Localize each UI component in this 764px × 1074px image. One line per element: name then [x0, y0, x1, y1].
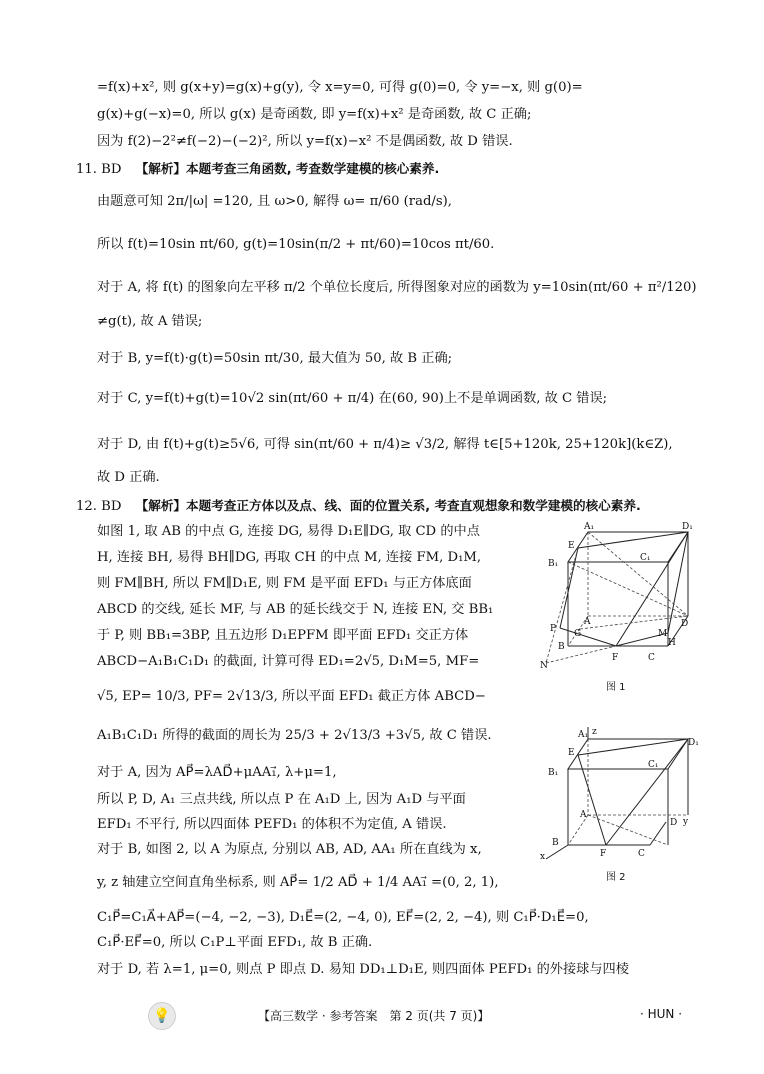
vertex-label: F — [600, 849, 607, 859]
vertex-label: D₁ — [688, 738, 699, 748]
text-line: C₁P⃗=C₁A⃗+AP⃗=(−4, −2, −3), D₁E⃗=(2, −4, 0), EF⃗=(2, 2, −4), 则 C₁P⃗·D₁E⃗=0, — [97, 910, 589, 925]
text-line: y, z 轴建立空间直角坐标系, 则 AP⃗= 1/2 AD⃗ + 1/4 AA₁⃗ =(0, 2, 1), — [97, 875, 499, 890]
vertex-label: E — [568, 541, 575, 551]
text-line: 因为 f(2)−2²≠f(−2)−(−2)², 所以 y=f(x)−x² 不是偶函数, 故 D 错误. — [97, 134, 513, 149]
figure-1-caption: 图 1 — [606, 682, 626, 693]
vertex-label: B₁ — [548, 768, 559, 778]
text-line: 故 D 正确. — [97, 470, 160, 485]
vertex-label: B₁ — [548, 559, 559, 569]
vertex-label: A — [580, 810, 587, 820]
vertex-label: F — [612, 653, 619, 663]
text-line: ≠g(t), 故 A 错误; — [97, 314, 203, 329]
text-line: 对于 A, 将 f(t) 的图象向左平移 π/2 个单位长度后, 所得图象对应的函数为 y=10sin(πt/60 + π²/120) — [97, 280, 697, 295]
vertex-label: M — [658, 629, 668, 639]
text-line: =f(x)+x², 则 g(x+y)=g(x)+g(y), 令 x=y=0, 可得 g(0)=0, 令 y=−x, 则 g(0)= — [97, 80, 583, 95]
text-line: H, 连接 BH, 易得 BH∥DG, 再取 CH 的中点 M, 连接 FM, D₁M, — [97, 550, 482, 565]
vertex-label: A — [584, 617, 591, 627]
vertex-label: G — [574, 629, 582, 639]
question-number: 12. BD — [76, 499, 122, 514]
text-line: 于 P, 则 BB₁=3BP, 且五边形 D₁EPFM 即平面 EFD₁ 交正方体 — [97, 628, 469, 643]
figure-2-caption: 图 2 — [606, 872, 626, 883]
axis-label: y — [683, 817, 689, 827]
figure-2-coordinate-cube — [540, 725, 700, 865]
analysis-heading: 【解析】本题考查正方体以及点、线、面的位置关系, 考查直观想象和数学建模的核心素养. — [135, 498, 641, 513]
text-line: A₁B₁C₁D₁ 所得的截面的周长为 25/3 + 2√13/3 +3√5, 故 C 错误. — [97, 728, 492, 743]
text-line: 所以 P, D, A₁ 三点共线, 所以点 P 在 A₁D 上, 因为 A₁D 与平面 — [97, 792, 466, 807]
vertex-label: N — [540, 661, 548, 671]
vertex-label: D₁ — [682, 522, 693, 532]
text-line: √5, EP= 10/3, PF= 2√13/3, 所以平面 EFD₁ 截正方体 ABCD− — [97, 689, 486, 704]
analysis-heading: 【解析】本题考查三角函数, 考查数学建模的核心素养. — [135, 161, 440, 176]
vertex-label: C₁ — [640, 553, 651, 563]
page-footer — [0, 1005, 764, 1027]
text-line: 对于 B, 如图 2, 以 A 为原点, 分别以 AB, AD, AA₁ 所在直线为 x, — [97, 842, 482, 857]
axis-label: x — [540, 852, 546, 862]
footer-page-info: 【高三数学 · 参考答案 第 2 页(共 7 页)】 — [258, 1009, 490, 1023]
vertex-label: D — [681, 619, 689, 629]
text-line: 对于 B, y=f(t)·g(t)=50sin πt/30, 最大值为 50, 故 B 正确; — [97, 351, 453, 366]
vertex-label: A₁ — [578, 730, 589, 740]
vertex-label: H — [668, 638, 676, 648]
footer-region-code: · HUN · — [640, 1007, 683, 1021]
vertex-label: A₁ — [584, 522, 595, 532]
text-line: 对于 D, 由 f(t)+g(t)≥5√6, 可得 sin(πt/60 + π/4)≥ √3/2, 解得 t∈[5+120k, 25+120k](k∈Z), — [97, 437, 673, 452]
question-number: 11. BD — [76, 162, 122, 177]
vertex-label: E — [568, 748, 575, 758]
vertex-label: D — [670, 818, 678, 828]
axis-label: z — [592, 727, 597, 737]
text-line: 所以 f(t)=10sin πt/60, g(t)=10sin(π/2 + πt/60)=10cos πt/60. — [97, 237, 495, 252]
text-line: ABCD 的交线, 延长 MF, 与 AB 的延长线交于 N, 连接 EN, 交 BB₁ — [97, 602, 494, 617]
vertex-label: P — [550, 624, 557, 634]
text-line: C₁P⃗·EF⃗=0, 所以 C₁P⊥平面 EFD₁, 故 B 正确. — [97, 935, 373, 950]
vertex-label: C — [638, 849, 645, 859]
text-line: g(x)+g(−x)=0, 所以 g(x) 是奇函数, 即 y=f(x)+x² 是奇函数, 故 C 正确; — [97, 107, 532, 122]
vertex-label: C₁ — [648, 760, 659, 770]
vertex-label: B — [552, 838, 559, 848]
text-line: 如图 1, 取 AB 的中点 G, 连接 DG, 易得 D₁E∥DG, 取 CD 的中点 — [97, 524, 480, 539]
lightbulb-icon: 💡 — [148, 1002, 176, 1030]
question-12-header — [76, 497, 641, 516]
text-line: 则 FM∥BH, 所以 FM∥D₁E, 则 FM 是平面 EFD₁ 与正方体底面 — [97, 576, 472, 591]
vertex-label: B — [558, 642, 565, 652]
text-line: 对于 D, 若 λ=1, μ=0, 则点 P 即点 D. 易知 DD₁⊥D₁E, 则四面体 PEFD₁ 的外接球与四棱 — [97, 962, 629, 977]
figure-1-cube — [540, 518, 700, 678]
vertex-label: C — [648, 653, 655, 663]
text-line: 对于 A, 因为 AP⃗=λAD⃗+μAA₁⃗, λ+μ=1, — [97, 765, 337, 780]
text-line: 对于 C, y=f(t)+g(t)=10√2 sin(πt/60 + π/4) 在(60, 90)上不是单调函数, 故 C 错误; — [97, 391, 608, 406]
text-line: 由题意可知 2π/|ω| =120, 且 ω>0, 解得 ω= π/60 (rad/s), — [97, 194, 452, 209]
question-11-header — [76, 160, 439, 179]
text-line: EFD₁ 不平行, 所以四面体 PEFD₁ 的体积不为定值, A 错误. — [97, 817, 447, 832]
text-line: ABCD−A₁B₁C₁D₁ 的截面, 计算可得 ED₁=2√5, D₁M=5, MF= — [97, 654, 480, 669]
